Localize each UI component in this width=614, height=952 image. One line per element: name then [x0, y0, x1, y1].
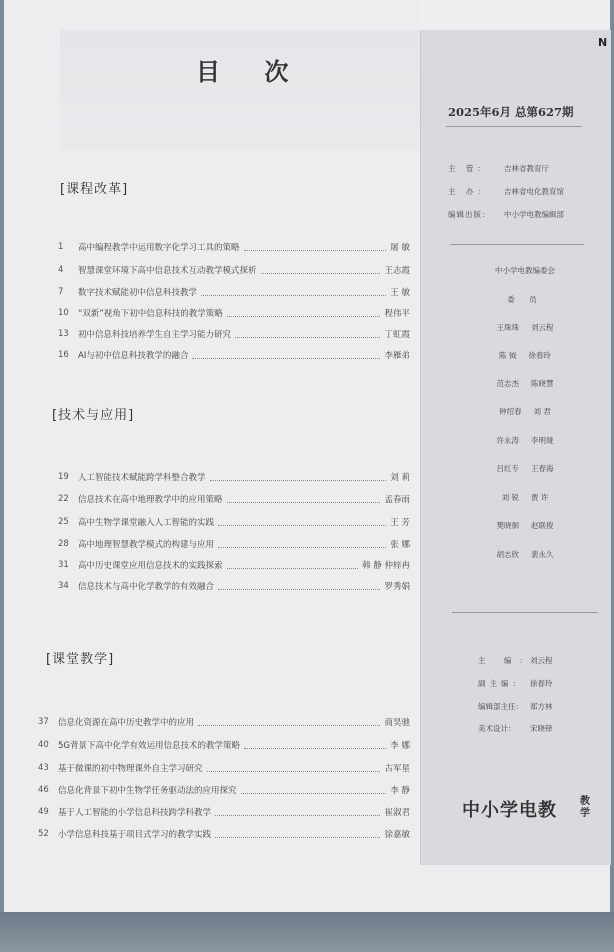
entry-author: 崔淑君: [384, 808, 410, 818]
entry-author: 刘 莉: [390, 473, 410, 483]
entry-author: 丁虹霞: [384, 330, 410, 340]
entry-author: 张 娜: [390, 540, 410, 550]
entry-title: 信息技术与高中化学教学的有效融合: [78, 582, 215, 592]
member-pair: 钟绍春 刘 君: [499, 407, 551, 416]
entry-author: 王志霞: [384, 266, 410, 276]
entry-page: 25: [58, 517, 69, 527]
member-pair: 范志杰 陈晓慧: [496, 379, 554, 388]
committee-title: 中小学电教编委会: [495, 266, 555, 275]
entry-author: 李 娜: [390, 741, 410, 751]
entry-page: 4: [58, 265, 64, 275]
leader-dots: [207, 765, 381, 772]
entry-page: 43: [38, 763, 49, 773]
entry-page: 37: [38, 717, 49, 727]
toc-entry: [38, 714, 410, 730]
magazine-logo: 中小学电教: [462, 800, 557, 821]
entry-author: 孟春雨: [384, 495, 410, 505]
entry-page: 10: [58, 308, 69, 318]
member-pair: 许永涛 李明娅: [496, 436, 554, 445]
toc-entry: [58, 284, 410, 300]
toc-entry: [58, 239, 410, 255]
toc-entry: [38, 782, 410, 798]
entry-author: 屠 敏: [390, 243, 410, 253]
toc-entry: [38, 737, 410, 753]
leader-dots: [235, 331, 380, 338]
leader-dots: [215, 809, 380, 816]
entry-title: 5G背景下高中化学有效运用信息技术的教学策略: [58, 741, 240, 751]
toc-entry: [58, 326, 410, 342]
top-strip: [420, 0, 610, 30]
toc-entry: [38, 804, 410, 820]
member-pair: 胡志欣 裴永久: [496, 550, 554, 559]
section-title-classroom: [课堂教学]: [46, 652, 115, 667]
entry-page: 52: [38, 829, 49, 839]
magazine-logo-side: 教学: [580, 796, 590, 819]
credit-line: 编辑部主任： 郑方林: [478, 702, 553, 711]
credit-line: 副主编： 徐春玲: [478, 679, 553, 688]
credit-line: 美术设计： 宋晓铎: [478, 724, 553, 733]
entry-author: 李雁弟: [384, 351, 410, 361]
credit-line: 主 编：刘云程: [478, 656, 553, 665]
leader-dots: [218, 541, 386, 548]
publisher-line: 主 办： 吉林省电化教育馆: [448, 187, 564, 196]
leader-dots: [261, 267, 381, 274]
divider: [446, 126, 582, 127]
leader-dots: [244, 244, 387, 251]
members-label: 委 员: [507, 295, 543, 304]
toc-entry: [58, 347, 410, 363]
entry-page: 31: [58, 560, 69, 570]
toc-entry: [38, 760, 410, 776]
issue-number: 2025年6月 总第627期: [448, 105, 574, 119]
toc-entry: [38, 826, 410, 842]
toc-entry: [58, 557, 410, 573]
toc-entry: [58, 514, 410, 530]
member-pair: 陈 钺 徐春玲: [499, 351, 551, 360]
entry-page: 49: [38, 807, 49, 817]
entry-title: 高中历史课堂应用信息技术的实践探索: [78, 561, 223, 571]
entry-title: 基于人工智能的小学信息科技跨学科教学: [58, 808, 212, 818]
sidebar-panel: [420, 30, 611, 865]
leader-dots: [244, 742, 386, 749]
entry-author: 王 芳: [390, 518, 410, 528]
leader-dots: [215, 831, 380, 838]
entry-title: 基于微课的初中物理课外自主学习研究: [58, 764, 203, 774]
leader-dots: [227, 496, 381, 503]
entry-author: 韩 静 仲梓冉: [362, 561, 410, 571]
leader-dots: [227, 310, 381, 317]
entry-title: 信息化资源在高中历史教学中的应用: [58, 718, 195, 728]
entry-author: 古军星: [384, 764, 410, 774]
entry-author: 徐嘉敏: [384, 830, 410, 840]
entry-page: 13: [58, 329, 69, 339]
corner-letter: N: [598, 36, 608, 49]
entry-page: 19: [58, 472, 69, 482]
toc-entry: [58, 305, 410, 321]
entry-author: 程伟平: [384, 309, 410, 319]
member-pair: 刘 锐 贾 许: [501, 493, 549, 502]
entry-title: 高中编程教学中运用数字化学习工具的策略: [78, 243, 240, 253]
entry-title: AI与初中信息科技教学的融合: [78, 351, 189, 361]
member-pair: 吕红专 王春海: [496, 464, 554, 473]
leader-dots: [201, 289, 386, 296]
entry-author: 李 静: [390, 786, 410, 796]
entry-title: “双新”视角下初中信息科技的教学策略: [78, 309, 223, 319]
section-title-tech: [技术与应用]: [52, 408, 135, 423]
entry-title: 人工智能技术赋能跨学科整合教学: [78, 473, 206, 483]
entry-author: 王 敏: [390, 288, 410, 298]
entry-page: 16: [58, 350, 69, 360]
entry-title: 数字技术赋能初中信息科技教学: [78, 288, 198, 298]
leader-dots: [218, 519, 386, 526]
entry-title: 智慧课堂环境下高中信息技术互动教学模式探析: [78, 266, 257, 276]
publisher-line: 编辑出版： 中小学电教编辑部: [448, 210, 564, 219]
leader-dots: [210, 474, 387, 481]
entry-title: 小学信息科技基于项目式学习的教学实践: [58, 830, 212, 840]
entry-page: 1: [58, 242, 64, 252]
entry-page: 22: [58, 494, 69, 504]
bleed-through-area: [60, 30, 420, 150]
toc-entry: [58, 469, 410, 485]
divider: [450, 244, 584, 245]
member-pair: 王珠珠 刘云程: [496, 323, 554, 332]
entry-page: 7: [58, 287, 64, 297]
entry-page: 28: [58, 539, 69, 549]
entry-title: 高中地理智慧教学模式的构建与应用: [78, 540, 215, 550]
entry-title: 初中信息科技培养学生自主学习能力研究: [78, 330, 232, 340]
leader-dots: [192, 352, 380, 359]
entry-title: 高中生物学课堂融入人工智能的实践: [78, 518, 215, 528]
toc-entry: [58, 578, 410, 594]
publisher-line: 主 管： 吉林省教育厅: [448, 164, 549, 173]
leader-dots: [227, 562, 359, 569]
entry-page: 46: [38, 785, 49, 795]
section-title-curriculum: [课程改革]: [60, 182, 129, 197]
member-pair: 樊晓徊 赵联俊: [496, 521, 554, 530]
entry-page: 34: [58, 581, 69, 591]
leader-dots: [218, 583, 380, 590]
entry-page: 40: [38, 740, 49, 750]
entry-title: 信息技术在高中地理教学中的应用策略: [78, 495, 223, 505]
toc-entry: [58, 491, 410, 507]
divider: [452, 612, 598, 613]
toc-title: 目 次: [196, 57, 307, 86]
toc-entry: [58, 262, 410, 278]
leader-dots: [198, 719, 380, 726]
entry-author: 商昊驰: [384, 718, 410, 728]
entry-title: 信息化背景下初中生物学任务驱动法的应用探究: [58, 786, 237, 796]
toc-entry: [58, 536, 410, 552]
leader-dots: [241, 787, 387, 794]
entry-author: 罗秀娟: [384, 582, 410, 592]
background-below-page: [0, 912, 614, 952]
